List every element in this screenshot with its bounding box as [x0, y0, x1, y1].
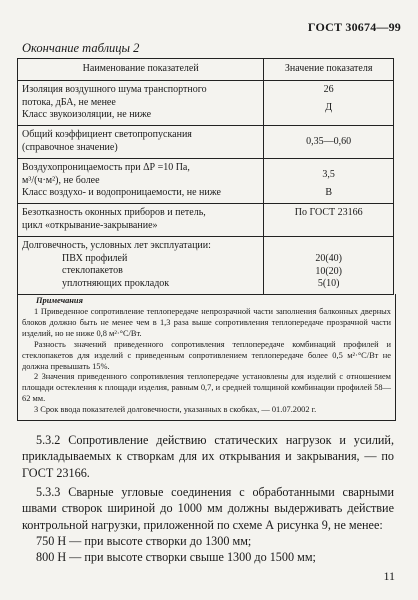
row-name-line: Общий коэффициент светопропускания — [22, 129, 192, 141]
row-name-cell — [18, 126, 264, 159]
table-row — [18, 126, 394, 159]
note-item: 3 Срок ввода показателей долговечности, указанных в скобках, — 01.07.2002 г. — [34, 405, 317, 415]
note-item: 2 Значения приведенного сопротивления теплопередаче установлены для изделий с отношением площади остекления к площади изделия, равным 0,7, и средней толщиной комбинации профилей 58—62 мм. — [22, 372, 391, 404]
row-value: 0,35—0,60 — [306, 136, 352, 148]
body-text — [22, 432, 394, 566]
row-value-cell — [264, 236, 394, 294]
row-value: 10(20) — [315, 265, 342, 277]
paragraph-5-3-3: 5.3.3 Сварные угловые соединения с обработанными сварными швами створок шириной до 1000 мм должны выдерживать действие контрольной нагрузки, приложенной по схеме А рисунка 9, не менее: — [22, 485, 394, 532]
row-value-cell — [264, 204, 394, 237]
row-value-cell — [264, 158, 394, 203]
table-row — [18, 158, 394, 203]
table-row — [18, 236, 394, 294]
table-header-row — [18, 59, 394, 81]
standard-header: ГОСТ 30674—99 — [307, 20, 401, 34]
table-row — [18, 80, 394, 125]
spec-table — [17, 58, 394, 295]
load-line: 800 Н — при высоте створки свыше 1300 до 1500 мм; — [36, 550, 316, 565]
row-value: 26 — [323, 83, 334, 95]
row-value: 5(10) — [317, 278, 340, 290]
row-value: В — [325, 186, 332, 198]
table-row — [18, 204, 394, 237]
row-value: По ГОСТ 23166 — [294, 207, 363, 219]
row-name-cell — [18, 158, 264, 203]
sub-item: ПВХ профилей — [62, 252, 128, 264]
table-caption: Окончание таблицы 2 — [22, 41, 140, 55]
load-line: 750 Н — при высоте створки до 1300 мм; — [36, 534, 252, 549]
row-name-line: цикл «открывание-закрывание» — [22, 219, 158, 231]
row-name-line: Долговечность, условных лет эксплуатации: — [22, 239, 211, 251]
row-name-cell — [18, 204, 264, 237]
notes-block — [17, 294, 396, 421]
row-value-cell — [264, 80, 394, 125]
row-name-line: (справочное значение) — [22, 141, 118, 153]
sub-item: уплотняющих прокладок — [62, 278, 170, 290]
row-value: 20(40) — [315, 252, 342, 264]
row-name-cell — [18, 80, 264, 125]
paragraph-5-3-2: 5.3.2 Сопротивление действию статических нагрузок и усилий, прикладываемых к створкам для их открывания и закрывания, — по ГОСТ 23166. — [22, 433, 394, 480]
notes-heading: Примечания — [36, 296, 83, 305]
row-name-line: м³/(ч·м²), не более — [22, 174, 100, 186]
sub-item: стеклопакетов — [62, 265, 123, 277]
page-number: 11 — [383, 569, 395, 583]
row-name-line: Воздухопроницаемость при ΔР =10 Па, — [22, 161, 190, 173]
row-value-cell — [264, 126, 394, 159]
note-item: Разность значений приведенного сопротивления теплопередаче комбинаций профилей и стеклопакетов для изделий с приведенным сопротивлением теплопередаче более 0,5 м²·°С/Вт не должна превышать 15%. — [22, 339, 391, 371]
row-value: 3,5 — [322, 168, 335, 180]
row-value: Д — [325, 101, 333, 113]
row-name-line: Безотказность оконных приборов и петель, — [22, 207, 206, 219]
row-name-line: потока, дБА, не менее — [22, 96, 116, 108]
row-name-line: Класс воздухо- и водопроницаемости, не ниже — [22, 187, 221, 199]
row-name-line: Класс звукоизоляции, не ниже — [22, 109, 152, 121]
note-item: 1 Приведенное сопротивление теплопередаче непрозрачной части заполнения балконных дверных блоков должно быть не менее чем в 1,3 раза выше сопротивления теплопередаче прозрачной части изделий, но не ниже 0,8 м²·°С/Вт. — [22, 306, 391, 338]
row-name-cell — [18, 236, 264, 294]
column-header-name: Наименование показателей — [18, 59, 264, 81]
column-header-value: Значение показателя — [264, 59, 394, 81]
row-name-line: Изоляция воздушного шума транспортного — [22, 83, 207, 95]
